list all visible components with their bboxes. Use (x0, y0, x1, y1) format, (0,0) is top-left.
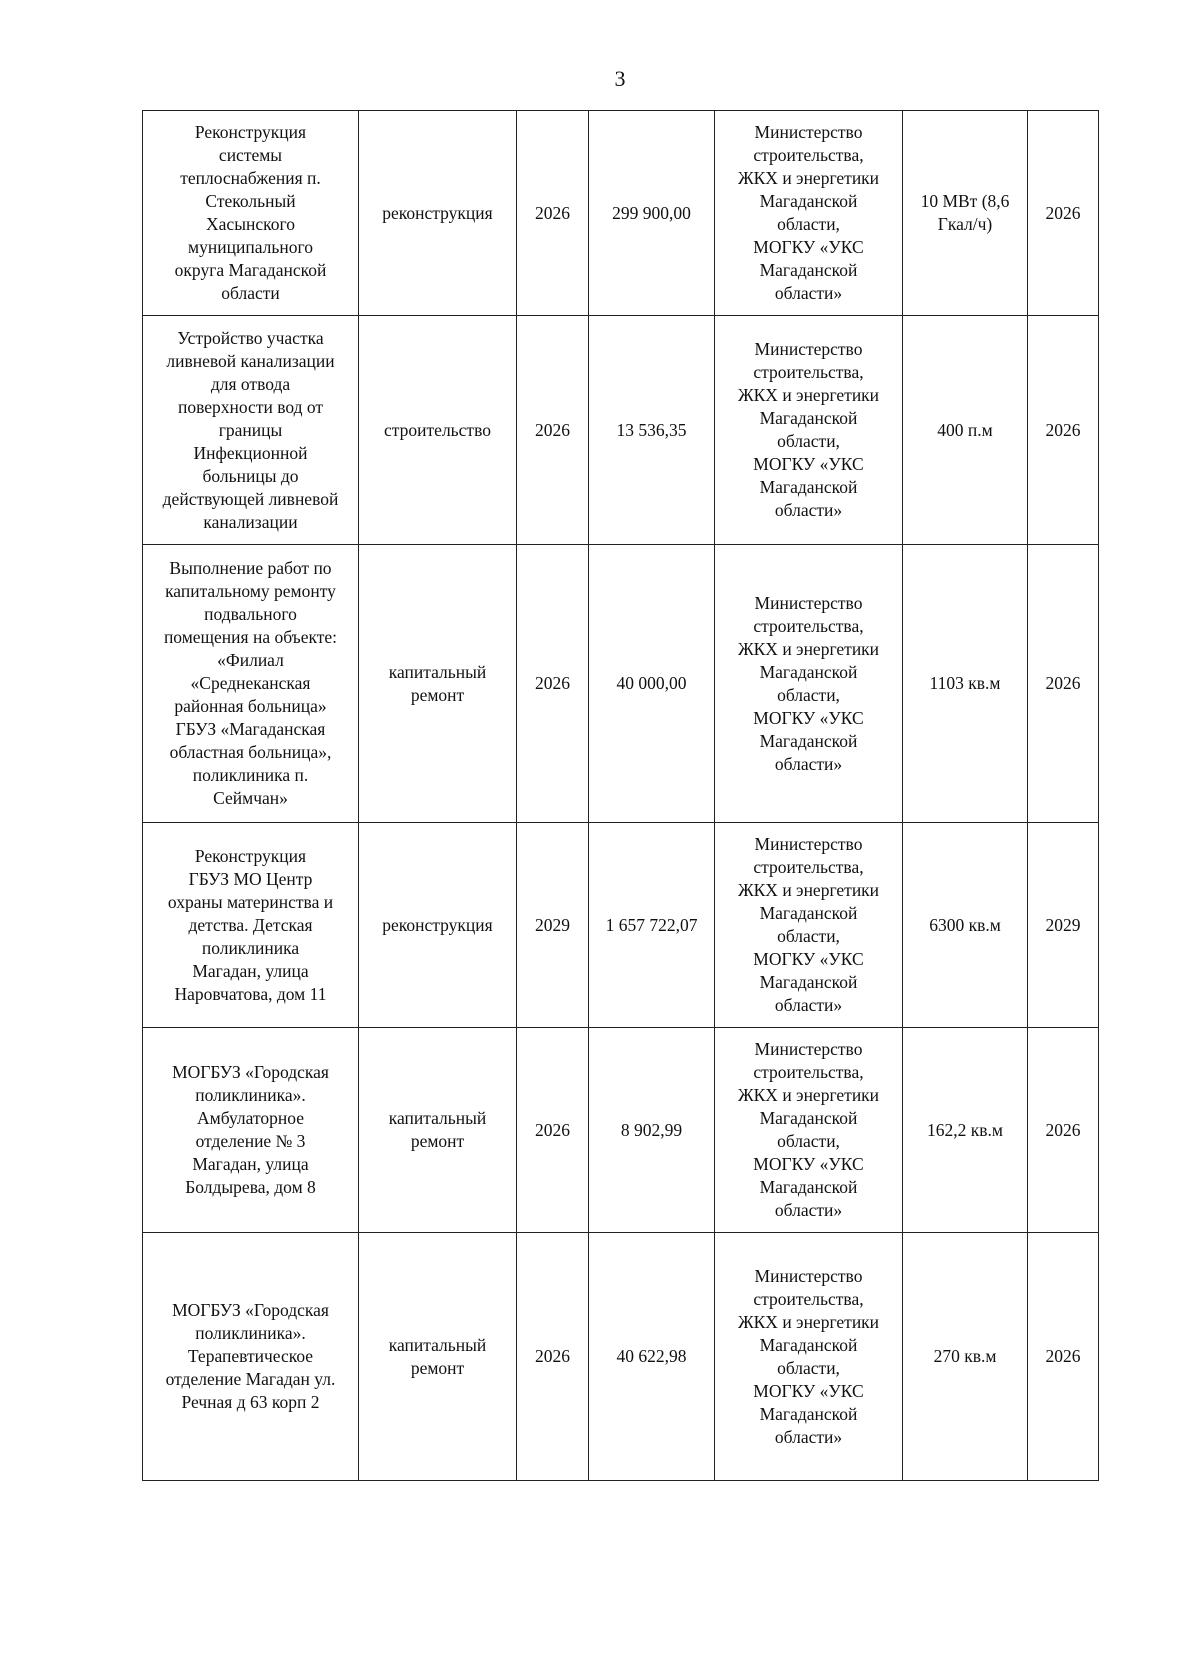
capacity-cell: 400 п.м (903, 316, 1028, 545)
responsible-cell: Министерство строительства, ЖКХ и энергетики Магаданской области, МОГКУ «УКС Магаданской области» (715, 545, 903, 823)
object-name-cell: МОГБУЗ «Городская поликлиника». Терапевтическое отделение Магадан ул. Речная д 63 корп 2 (143, 1233, 359, 1481)
object-name-cell: Выполнение работ по капитальному ремонту подвального помещения на объекте: «Филиал «Среднеканская районная больница» ГБУЗ «Магаданская областная больница», поликлиника п. Сеймчан» (143, 545, 359, 823)
work-type-cell: строительство (359, 316, 517, 545)
capacity-cell: 270 кв.м (903, 1233, 1028, 1481)
table-row (143, 823, 1099, 1028)
year-cell: 2029 (517, 823, 589, 1028)
year-end-cell: 2029 (1028, 823, 1099, 1028)
object-name-cell: Устройство участка ливневой канализации для отвода поверхности вод от границы Инфекционной больницы до действующей ливневой канализации (143, 316, 359, 545)
table-row (143, 316, 1099, 545)
table-row (143, 545, 1099, 823)
responsible-cell: Министерство строительства, ЖКХ и энергетики Магаданской области, МОГКУ «УКС Магаданской области» (715, 1028, 903, 1233)
responsible-cell: Министерство строительства, ЖКХ и энергетики Магаданской области, МОГКУ «УКС Магаданской области» (715, 1233, 903, 1481)
amount-cell: 40 622,98 (589, 1233, 715, 1481)
object-name-cell: Реконструкция ГБУЗ МО Центр охраны материнства и детства. Детская поликлиника Магадан, улица Наровчатова, дом 11 (143, 823, 359, 1028)
object-name-cell: Реконструкция системы теплоснабжения п. Стекольный Хасынского муниципального округа Магаданской области (143, 111, 359, 316)
work-type-cell: капитальный ремонт (359, 1028, 517, 1233)
work-type-cell: капитальный ремонт (359, 545, 517, 823)
year-end-cell: 2026 (1028, 1028, 1099, 1233)
year-end-cell: 2026 (1028, 545, 1099, 823)
amount-cell: 299 900,00 (589, 111, 715, 316)
object-name-cell: МОГБУЗ «Городская поликлиника». Амбулаторное отделение № 3 Магадан, улица Болдырева, дом 8 (143, 1028, 359, 1233)
capacity-cell: 10 МВт (8,6 Гкал/ч) (903, 111, 1028, 316)
amount-cell: 40 000,00 (589, 545, 715, 823)
table-row (143, 1233, 1099, 1481)
responsible-cell: Министерство строительства, ЖКХ и энергетики Магаданской области, МОГКУ «УКС Магаданской области» (715, 823, 903, 1028)
table-row (143, 111, 1099, 316)
amount-cell: 1 657 722,07 (589, 823, 715, 1028)
work-type-cell: капитальный ремонт (359, 1233, 517, 1481)
objects-table (142, 110, 1099, 1481)
work-type-cell: реконструкция (359, 823, 517, 1028)
capacity-cell: 162,2 кв.м (903, 1028, 1028, 1233)
responsible-cell: Министерство строительства, ЖКХ и энергетики Магаданской области, МОГКУ «УКС Магаданской области» (715, 316, 903, 545)
year-cell: 2026 (517, 316, 589, 545)
table-row (143, 1028, 1099, 1233)
year-end-cell: 2026 (1028, 316, 1099, 545)
work-type-cell: реконструкция (359, 111, 517, 316)
year-cell: 2026 (517, 1028, 589, 1233)
year-cell: 2026 (517, 111, 589, 316)
year-cell: 2026 (517, 545, 589, 823)
capacity-cell: 1103 кв.м (903, 545, 1028, 823)
year-end-cell: 2026 (1028, 111, 1099, 316)
year-cell: 2026 (517, 1233, 589, 1481)
responsible-cell: Министерство строительства, ЖКХ и энергетики Магаданской области, МОГКУ «УКС Магаданской области» (715, 111, 903, 316)
year-end-cell: 2026 (1028, 1233, 1099, 1481)
amount-cell: 13 536,35 (589, 316, 715, 545)
capacity-cell: 6300 кв.м (903, 823, 1028, 1028)
page-number: 3 (614, 66, 626, 91)
amount-cell: 8 902,99 (589, 1028, 715, 1233)
